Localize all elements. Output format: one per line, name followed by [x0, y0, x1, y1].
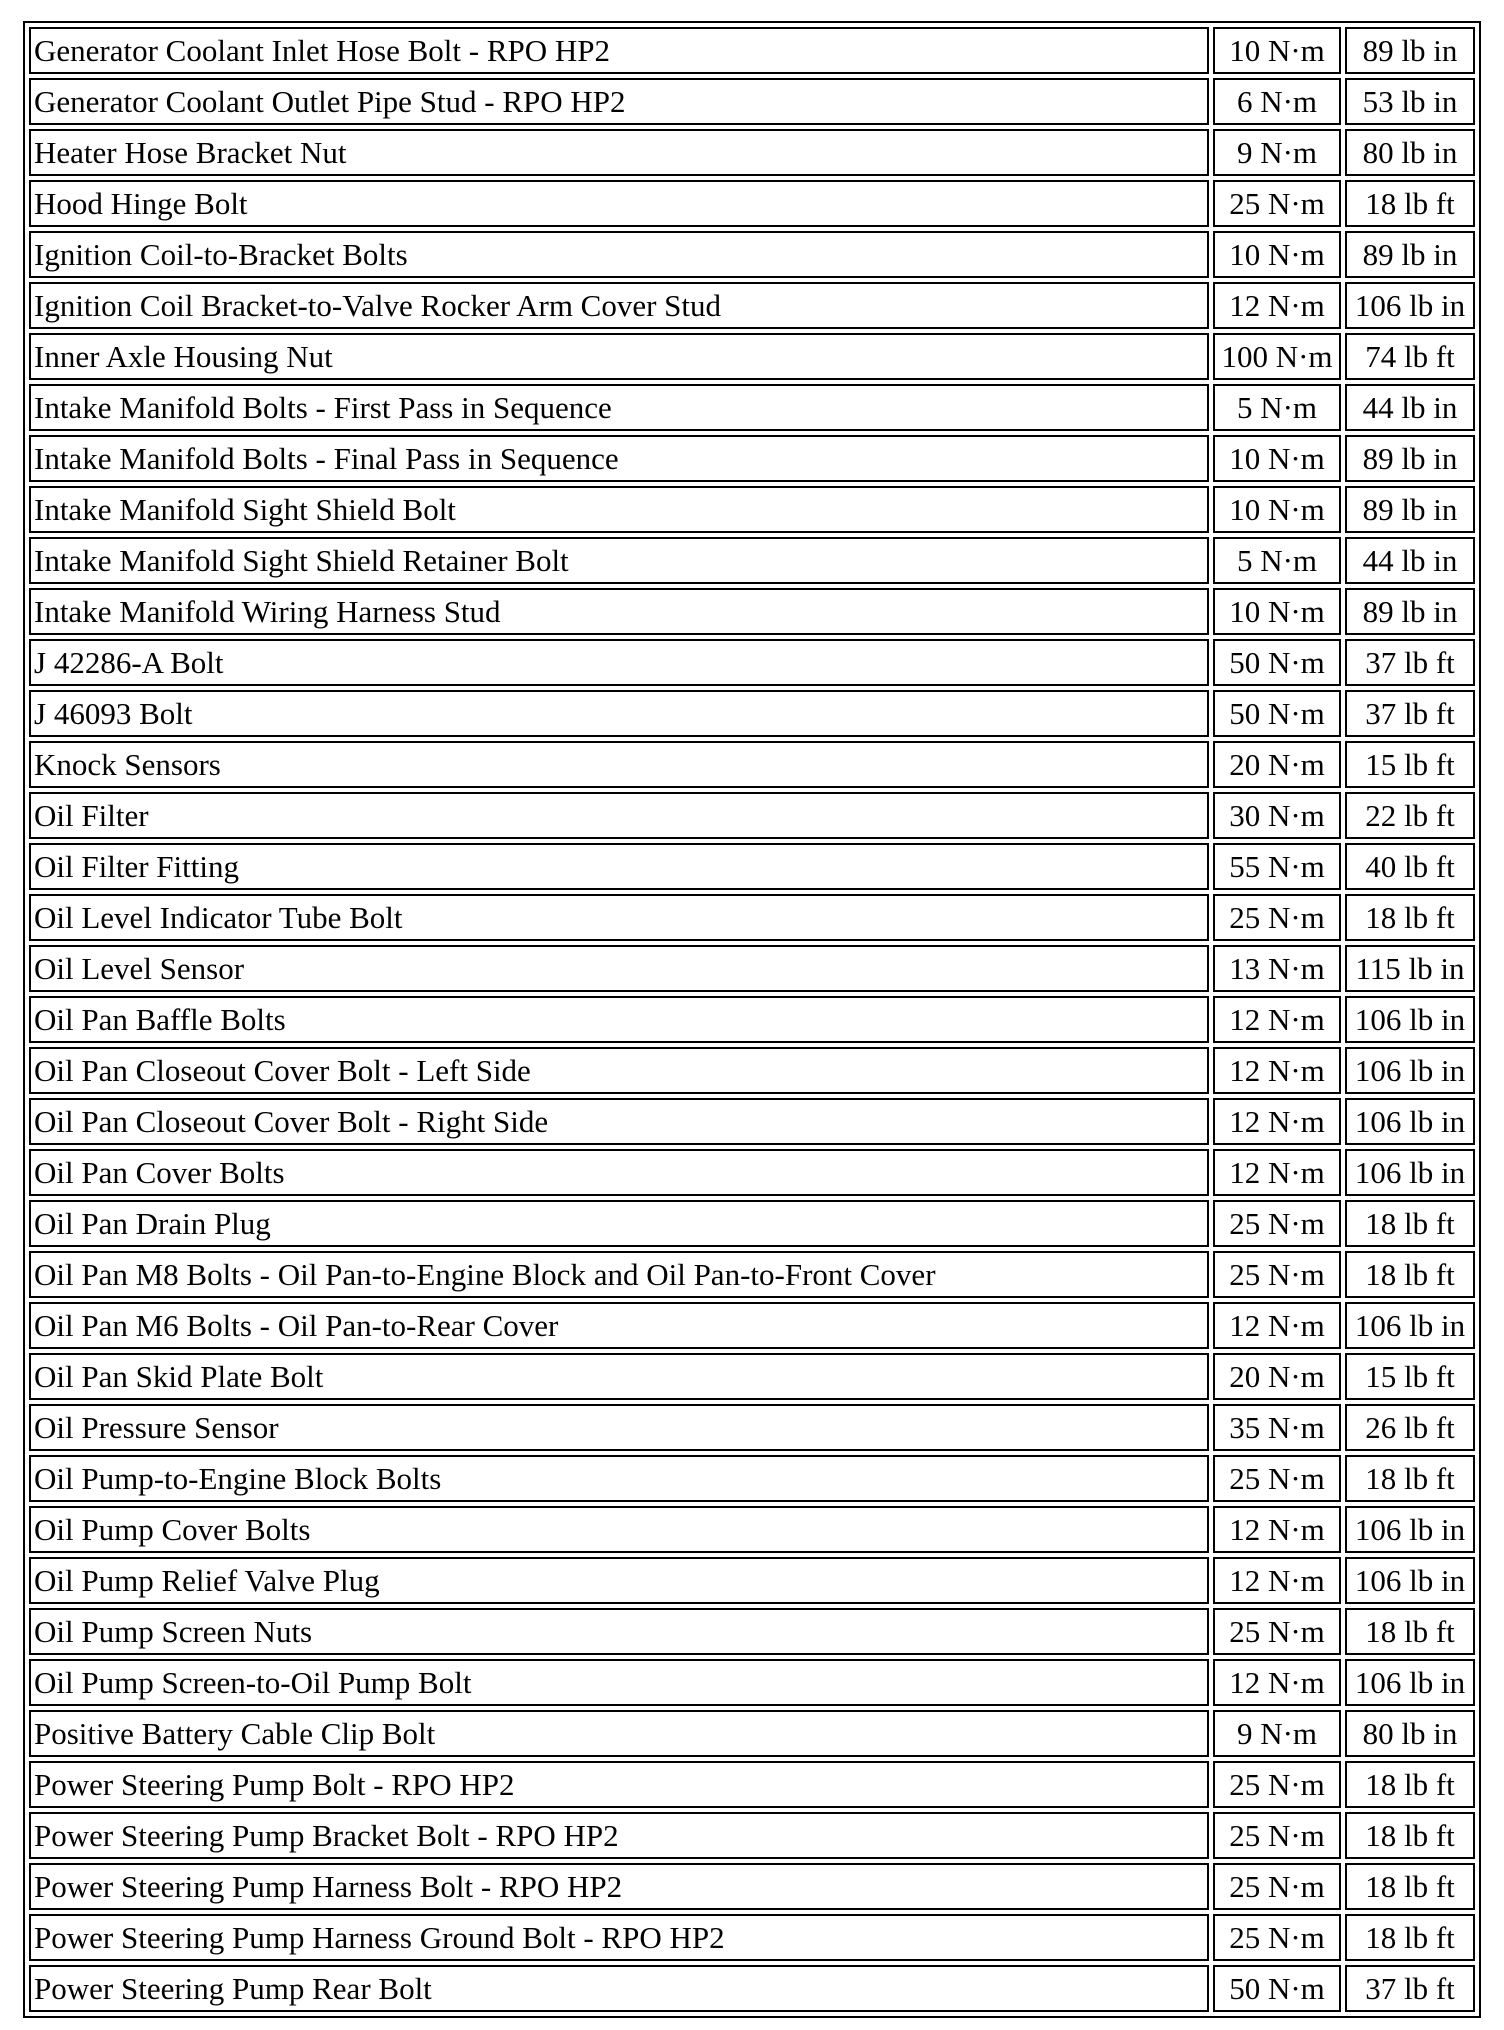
component-cell: Power Steering Pump Bolt - RPO HP2	[29, 1761, 1209, 1808]
english-torque-cell: 106 lb in	[1345, 1149, 1475, 1196]
english-torque-cell: 53 lb in	[1345, 78, 1475, 125]
metric-torque-cell: 55 N·m	[1213, 843, 1341, 890]
metric-torque-cell: 12 N·m	[1213, 282, 1341, 329]
table-row	[29, 690, 1475, 737]
component-cell: Power Steering Pump Harness Ground Bolt - RPO HP2	[29, 1914, 1209, 1961]
table-row	[29, 282, 1475, 329]
component-cell: Intake Manifold Sight Shield Bolt	[29, 486, 1209, 533]
table-row	[29, 1353, 1475, 1400]
english-torque-cell: 15 lb ft	[1345, 741, 1475, 788]
metric-torque-cell: 35 N·m	[1213, 1404, 1341, 1451]
english-torque-cell: 37 lb ft	[1345, 690, 1475, 737]
table-row	[29, 180, 1475, 227]
metric-torque-cell: 6 N·m	[1213, 78, 1341, 125]
component-cell: Intake Manifold Sight Shield Retainer Bolt	[29, 537, 1209, 584]
component-cell: Oil Pump Screen-to-Oil Pump Bolt	[29, 1659, 1209, 1706]
table-row	[29, 1863, 1475, 1910]
english-torque-cell: 106 lb in	[1345, 1302, 1475, 1349]
metric-torque-cell: 12 N·m	[1213, 1659, 1341, 1706]
metric-torque-cell: 20 N·m	[1213, 741, 1341, 788]
english-torque-cell: 89 lb in	[1345, 588, 1475, 635]
component-cell: Intake Manifold Bolts - Final Pass in Sequence	[29, 435, 1209, 482]
component-cell: Oil Pressure Sensor	[29, 1404, 1209, 1451]
english-torque-cell: 18 lb ft	[1345, 180, 1475, 227]
component-cell: Oil Filter Fitting	[29, 843, 1209, 890]
table-row	[29, 945, 1475, 992]
table-row	[29, 78, 1475, 125]
component-cell: Hood Hinge Bolt	[29, 180, 1209, 227]
component-cell: Oil Pump Cover Bolts	[29, 1506, 1209, 1553]
metric-torque-cell: 10 N·m	[1213, 435, 1341, 482]
component-cell: Oil Filter	[29, 792, 1209, 839]
metric-torque-cell: 50 N·m	[1213, 1965, 1341, 2012]
english-torque-cell: 44 lb in	[1345, 384, 1475, 431]
component-cell: Oil Pan Drain Plug	[29, 1200, 1209, 1247]
english-torque-cell: 80 lb in	[1345, 129, 1475, 176]
metric-torque-cell: 12 N·m	[1213, 996, 1341, 1043]
table-row	[29, 1812, 1475, 1859]
metric-torque-cell: 25 N·m	[1213, 1761, 1341, 1808]
component-cell: Ignition Coil Bracket-to-Valve Rocker Arm Cover Stud	[29, 282, 1209, 329]
english-torque-cell: 18 lb ft	[1345, 1251, 1475, 1298]
table-row	[29, 996, 1475, 1043]
english-torque-cell: 106 lb in	[1345, 1098, 1475, 1145]
metric-torque-cell: 25 N·m	[1213, 894, 1341, 941]
metric-torque-cell: 25 N·m	[1213, 1863, 1341, 1910]
component-cell: Oil Pan M6 Bolts - Oil Pan-to-Rear Cover	[29, 1302, 1209, 1349]
metric-torque-cell: 10 N·m	[1213, 588, 1341, 635]
table-row	[29, 1098, 1475, 1145]
english-torque-cell: 18 lb ft	[1345, 1200, 1475, 1247]
english-torque-cell: 18 lb ft	[1345, 1863, 1475, 1910]
english-torque-cell: 106 lb in	[1345, 1506, 1475, 1553]
english-torque-cell: 22 lb ft	[1345, 792, 1475, 839]
english-torque-cell: 106 lb in	[1345, 1047, 1475, 1094]
component-cell: Oil Pump-to-Engine Block Bolts	[29, 1455, 1209, 1502]
english-torque-cell: 44 lb in	[1345, 537, 1475, 584]
table-row	[29, 486, 1475, 533]
component-cell: Intake Manifold Wiring Harness Stud	[29, 588, 1209, 635]
table-row	[29, 1302, 1475, 1349]
metric-torque-cell: 50 N·m	[1213, 639, 1341, 686]
component-cell: Heater Hose Bracket Nut	[29, 129, 1209, 176]
metric-torque-cell: 100 N·m	[1213, 333, 1341, 380]
component-cell: Oil Pan Closeout Cover Bolt - Left Side	[29, 1047, 1209, 1094]
table-row	[29, 333, 1475, 380]
english-torque-cell: 89 lb in	[1345, 486, 1475, 533]
metric-torque-cell: 12 N·m	[1213, 1506, 1341, 1553]
table-row	[29, 1506, 1475, 1553]
component-cell: Oil Pan M8 Bolts - Oil Pan-to-Engine Block and Oil Pan-to-Front Cover	[29, 1251, 1209, 1298]
table-row	[29, 843, 1475, 890]
table-row	[29, 1047, 1475, 1094]
table-row	[29, 537, 1475, 584]
table-row	[29, 1404, 1475, 1451]
table-row	[29, 1251, 1475, 1298]
component-cell: Oil Pump Screen Nuts	[29, 1608, 1209, 1655]
english-torque-cell: 18 lb ft	[1345, 894, 1475, 941]
metric-torque-cell: 5 N·m	[1213, 537, 1341, 584]
table-row	[29, 1200, 1475, 1247]
english-torque-cell: 18 lb ft	[1345, 1455, 1475, 1502]
english-torque-cell: 89 lb in	[1345, 231, 1475, 278]
metric-torque-cell: 12 N·m	[1213, 1047, 1341, 1094]
table-row	[29, 1914, 1475, 1961]
english-torque-cell: 106 lb in	[1345, 1557, 1475, 1604]
component-cell: Knock Sensors	[29, 741, 1209, 788]
metric-torque-cell: 25 N·m	[1213, 1455, 1341, 1502]
english-torque-cell: 15 lb ft	[1345, 1353, 1475, 1400]
metric-torque-cell: 9 N·m	[1213, 129, 1341, 176]
metric-torque-cell: 25 N·m	[1213, 1914, 1341, 1961]
metric-torque-cell: 25 N·m	[1213, 180, 1341, 227]
table-row	[29, 1455, 1475, 1502]
table-row	[29, 588, 1475, 635]
english-torque-cell: 80 lb in	[1345, 1710, 1475, 1757]
english-torque-cell: 18 lb ft	[1345, 1761, 1475, 1808]
component-cell: Ignition Coil-to-Bracket Bolts	[29, 231, 1209, 278]
component-cell: Power Steering Pump Rear Bolt	[29, 1965, 1209, 2012]
component-cell: J 46093 Bolt	[29, 690, 1209, 737]
component-cell: Oil Pan Skid Plate Bolt	[29, 1353, 1209, 1400]
metric-torque-cell: 25 N·m	[1213, 1812, 1341, 1859]
torque-spec-table-body	[29, 27, 1475, 2012]
metric-torque-cell: 5 N·m	[1213, 384, 1341, 431]
english-torque-cell: 18 lb ft	[1345, 1812, 1475, 1859]
table-row	[29, 435, 1475, 482]
metric-torque-cell: 12 N·m	[1213, 1098, 1341, 1145]
table-row	[29, 1710, 1475, 1757]
english-torque-cell: 106 lb in	[1345, 996, 1475, 1043]
table-row	[29, 1557, 1475, 1604]
english-torque-cell: 18 lb ft	[1345, 1608, 1475, 1655]
component-cell: Inner Axle Housing Nut	[29, 333, 1209, 380]
table-row	[29, 1149, 1475, 1196]
english-torque-cell: 40 lb ft	[1345, 843, 1475, 890]
metric-torque-cell: 13 N·m	[1213, 945, 1341, 992]
metric-torque-cell: 12 N·m	[1213, 1557, 1341, 1604]
metric-torque-cell: 12 N·m	[1213, 1302, 1341, 1349]
english-torque-cell: 26 lb ft	[1345, 1404, 1475, 1451]
metric-torque-cell: 25 N·m	[1213, 1200, 1341, 1247]
metric-torque-cell: 25 N·m	[1213, 1608, 1341, 1655]
english-torque-cell: 89 lb in	[1345, 27, 1475, 74]
component-cell: Generator Coolant Inlet Hose Bolt - RPO HP2	[29, 27, 1209, 74]
english-torque-cell: 89 lb in	[1345, 435, 1475, 482]
component-cell: Oil Pan Closeout Cover Bolt - Right Side	[29, 1098, 1209, 1145]
metric-torque-cell: 20 N·m	[1213, 1353, 1341, 1400]
metric-torque-cell: 12 N·m	[1213, 1149, 1341, 1196]
metric-torque-cell: 50 N·m	[1213, 690, 1341, 737]
component-cell: J 42286-A Bolt	[29, 639, 1209, 686]
metric-torque-cell: 10 N·m	[1213, 486, 1341, 533]
table-row	[29, 1659, 1475, 1706]
table-row	[29, 1608, 1475, 1655]
english-torque-cell: 18 lb ft	[1345, 1914, 1475, 1961]
table-row	[29, 1761, 1475, 1808]
table-row	[29, 384, 1475, 431]
component-cell: Positive Battery Cable Clip Bolt	[29, 1710, 1209, 1757]
table-row	[29, 129, 1475, 176]
component-cell: Oil Level Sensor	[29, 945, 1209, 992]
metric-torque-cell: 10 N·m	[1213, 27, 1341, 74]
component-cell: Oil Pump Relief Valve Plug	[29, 1557, 1209, 1604]
table-row	[29, 1965, 1475, 2012]
component-cell: Oil Pan Baffle Bolts	[29, 996, 1209, 1043]
component-cell: Oil Pan Cover Bolts	[29, 1149, 1209, 1196]
english-torque-cell: 74 lb ft	[1345, 333, 1475, 380]
table-row	[29, 639, 1475, 686]
metric-torque-cell: 25 N·m	[1213, 1251, 1341, 1298]
english-torque-cell: 106 lb in	[1345, 282, 1475, 329]
component-cell: Intake Manifold Bolts - First Pass in Sequence	[29, 384, 1209, 431]
english-torque-cell: 106 lb in	[1345, 1659, 1475, 1706]
torque-spec-table	[23, 21, 1481, 2018]
table-row	[29, 741, 1475, 788]
component-cell: Generator Coolant Outlet Pipe Stud - RPO HP2	[29, 78, 1209, 125]
component-cell: Power Steering Pump Harness Bolt - RPO HP2	[29, 1863, 1209, 1910]
component-cell: Oil Level Indicator Tube Bolt	[29, 894, 1209, 941]
english-torque-cell: 37 lb ft	[1345, 639, 1475, 686]
english-torque-cell: 37 lb ft	[1345, 1965, 1475, 2012]
metric-torque-cell: 9 N·m	[1213, 1710, 1341, 1757]
english-torque-cell: 115 lb in	[1345, 945, 1475, 992]
table-row	[29, 894, 1475, 941]
metric-torque-cell: 10 N·m	[1213, 231, 1341, 278]
metric-torque-cell: 30 N·m	[1213, 792, 1341, 839]
component-cell: Power Steering Pump Bracket Bolt - RPO HP2	[29, 1812, 1209, 1859]
table-row	[29, 27, 1475, 74]
table-row	[29, 231, 1475, 278]
table-row	[29, 792, 1475, 839]
